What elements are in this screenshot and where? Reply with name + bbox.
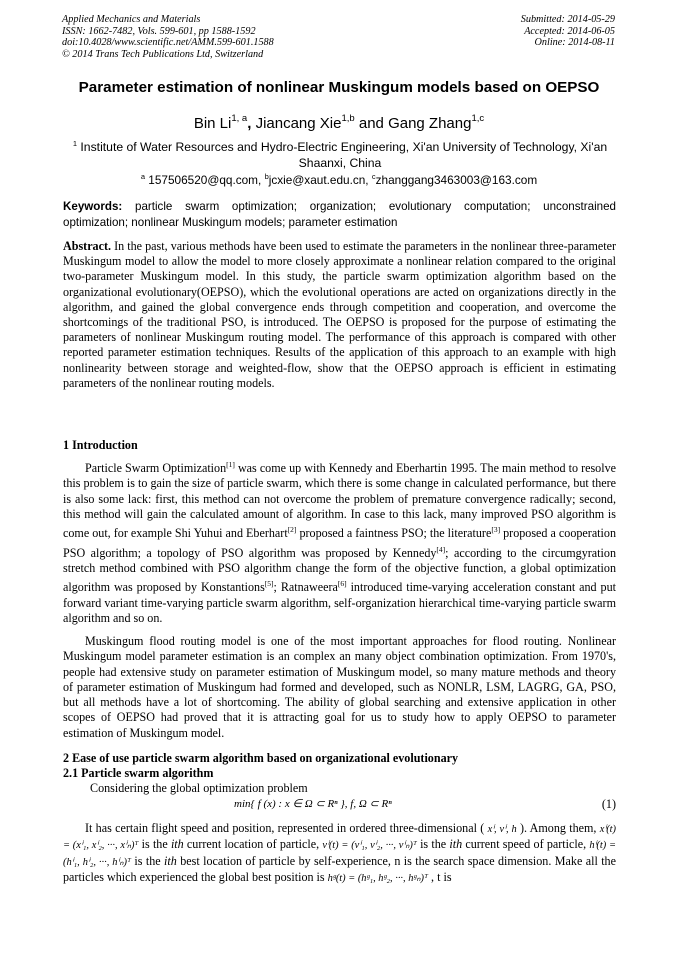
email-mark: c [371,172,376,181]
author-list [0,114,678,132]
text-run: proposed a faintness PSO; the literature [296,526,492,541]
submitted-date: Submitted: 2014-05-29 [520,14,615,25]
text-run: Particle Swarm Optimization [85,461,227,476]
citation: [2] [287,525,297,535]
text-run: ith [170,837,184,852]
citation: [4] [436,544,446,554]
author-name: Bin Li [193,115,232,132]
author-affil-mark: 1,b [341,113,355,124]
equation-intro: Considering the global optimization problem [90,781,308,795]
text-run: , t is [428,869,452,884]
affiliation [64,136,616,171]
text-run: ; Ratnaweera [273,580,338,595]
email-b: jcxie@xaut.edu.cn, [268,172,372,187]
affil-text: Institute of Water Resources and Hydro-Electric Engineering, Xi'an University of Technology, Xi'an Shaanxi, China [80,140,608,171]
author-separator: , [247,115,256,132]
online-date: Online: 2014-08-11 [534,37,615,49]
journal-name: Applied Mechanics and Materials [62,14,201,25]
author-name: Jiancang Xie [255,115,342,132]
accepted-date: Accepted: 2014-06-05 [524,25,615,37]
citation: [6] [337,579,347,589]
math-inline: vⁱ(t) = (vⁱ₁, vⁱ₂, ···, vⁱₙ)ᵀ [322,840,417,852]
copyright-line: © 2014 Trans Tech Publications Ltd, Switzerland [62,48,264,60]
submission-dates [521,14,615,49]
author-separator: and [354,115,389,132]
text-run: is the [138,837,171,852]
keywords-text: particle swarm optimization; organization; evolutionary computation; unconstrained optimization; nonlinear Muskingum models; parameter estimation [63,200,616,229]
doi-line: doi:10.4028/www.scientific.net/AMM.599-601.1588 [62,37,274,49]
text-run: introduced time-varying acceleration constant and put forward variant time-varying particle swarm algorithm, self-organization hierarchical time-varying particle swarm algorithm and so on. [63,580,616,625]
keywords-label: Keywords: [63,200,123,213]
affil-mark: 1 [72,139,78,148]
keywords [63,199,616,230]
journal-info [62,14,274,60]
text-run: proposed a cooperation PSO algorithm; a topology of PSO algorithm was proposed by Kennedy [63,526,616,560]
text-run: best location of particle by self-experience, n is the search space dimension. Make all the particles which experienced the global best position is [63,853,616,884]
abstract [63,239,616,391]
intro-paragraph-2: Muskingum flood routing model is one of the most important approaches for flood routing. Nonlinear Muskingum model parameter estimation is an complex an many object combination optimization. From 1970's, people had extensive study on parameter estimation of Muskingum model, so many mature methods and theory of parameter estimation of Muskingum had formed and developed, such as NONLR, LSM, LAGRG, GA, PSO, but all methods have a lot of shortcoming. The ability of global searching and extensive application in other scopes of OEPSO had proved that it is attracting goal for us to study how to apply OEPSO to parameter estimation of Muskingum model. [63,634,616,740]
text-run: current location of particle, [183,837,323,852]
section-heading: 1 Introduction [63,438,138,452]
email-a: 157506520@qq.com, [148,172,265,187]
email-mark: a [140,172,146,181]
text-run: ). Among them, [516,821,600,835]
email-mark: b [264,172,269,181]
text-run: ith [449,837,463,852]
author-emails [0,172,678,187]
citation: [3] [491,525,501,535]
paper-title: Parameter estimation of nonlinear Muskingum models based on OEPSO [78,79,600,96]
issn-line: ISSN: 1662-7482, Vols. 599-601, pp 1588-1592 [62,25,256,37]
text-run: is the [130,853,165,868]
citation: [1] [226,460,235,469]
subsection-heading: 2.1 Particle swarm algorithm [63,766,214,780]
text-run: It has certain flight speed and position, represented in ordered three-dimensional ( [85,821,488,835]
text-run: ; according to the circumgyration stretch method combined with PSO algorithm change the form of the objective function, a global optimization algorithm was proposed by Konstantions [63,545,616,595]
abstract-text: In the past, various methods have been used to estimate the parameters in the nonlinear three-parameter Muskingum model to allow the model to more closely approximate a nonlinear relation compared to the original two-parameter Muskingum model. In this study, the particle swarm optimization algorithm based on the organizational evolutionary(OEPSO), which the evolutional operations are acted on organizations directly in the algorithm, and gained the global convergence ends through competition and cooperation, and overcome the shortcomings of the traditional PSO, is introduced. The OEPSO is proposed for the purpose of estimating the parameters of nonlinear Muskingum routing model. The performance of this approach is compared with other reported parameter estimation techniques. Results of the application of this approach to an example with high nonlinearity between storage and weighted-flow, show that the OEPSO approach is efficient in estimating parameters of the nonlinear routing models. [63,239,617,390]
author-affil-mark: 1,c [471,113,485,124]
math-inline: xⁱ(t) = (xⁱ₁, xⁱ₂, ···, xⁱₙ)ᵀ [63,824,616,852]
text-run: ith [164,853,177,868]
text-run: current speed of particle, [462,837,590,852]
section-heading: 2 Ease of use particle swarm algorithm based on organizational evolutionary [63,751,459,765]
text-run: was come up with Kennedy and Eberhartin 1995. The main method to resolve this problem is to gain the size of particle swarm, which there is some change in calculated performance, but there is also some lack: first, this method can not overcome the problem of premature convergence radically; second, this method will gain the calculated amount of algorithm. In case to this lack, many improved PSO algorithm is come out, for example Shi Yuhui and Eberhart [63,461,616,541]
equation-number: (1) [601,797,616,811]
math-inline: hᵍ(t) = (hᵍ₁, hᵍ₂, ···, hᵍₙ)ᵀ [327,872,429,884]
author-affil-mark: 1, a [231,113,248,124]
pso-paragraph [63,821,616,886]
citation: [5] [264,579,274,589]
abstract-label: Abstract. [63,239,112,253]
math-inline: hⁱ(t) = (hⁱ₁, hⁱ₂, ···, hⁱₙ)ᵀ [63,840,616,868]
text-run: is the [416,837,450,852]
equation-formula: min{ f (x) : x ∈ Ω ⊂ Rⁿ }, f, Ω ⊂ Rⁿ [234,798,392,810]
intro-paragraph-1 [63,457,616,626]
math-inline: xⁱ, vⁱ, h [487,824,517,835]
author-name: Gang Zhang [388,115,472,132]
email-c: zhanggang3463003@163.com [375,172,538,187]
equation-1 [63,797,616,815]
